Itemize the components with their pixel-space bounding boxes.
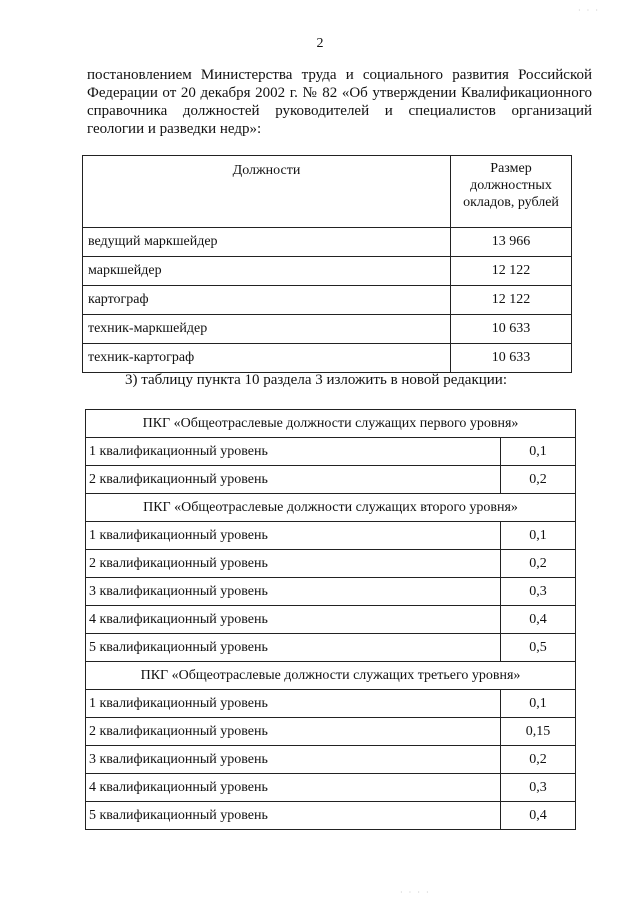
level-value: 0,1 bbox=[501, 438, 576, 466]
level-value: 0,2 bbox=[501, 746, 576, 774]
pkg-group-header bbox=[86, 662, 576, 690]
salary-table-header bbox=[83, 156, 572, 228]
table-row bbox=[83, 228, 572, 257]
level-label: 3 квалификационный уровень bbox=[86, 746, 501, 774]
table-row bbox=[86, 522, 576, 550]
pkg-group-title: ПКГ «Общеотраслевые должности служащих второго уровня» bbox=[86, 494, 576, 522]
intro-paragraph bbox=[87, 66, 592, 138]
header-salary-line: Размер bbox=[490, 161, 532, 176]
level-value: 0,2 bbox=[501, 466, 576, 494]
level-label: 4 квалификационный уровень bbox=[86, 774, 501, 802]
scan-artifact: · · · bbox=[578, 6, 600, 15]
level-value: 0,4 bbox=[501, 606, 576, 634]
table-row bbox=[83, 257, 572, 286]
table-row bbox=[86, 606, 576, 634]
table-row bbox=[86, 578, 576, 606]
intro-line: справочника должностей руководителей и специалистов организаций bbox=[87, 103, 592, 119]
level-value: 0,3 bbox=[501, 578, 576, 606]
level-label: 2 квалификационный уровень bbox=[86, 550, 501, 578]
level-label: 1 квалификационный уровень bbox=[86, 438, 501, 466]
level-value: 0,1 bbox=[501, 522, 576, 550]
header-salary bbox=[451, 156, 572, 228]
pkg-group-header bbox=[86, 410, 576, 438]
level-value: 0,5 bbox=[501, 634, 576, 662]
level-label: 4 квалификационный уровень bbox=[86, 606, 501, 634]
header-salary-line: должностных bbox=[470, 178, 552, 193]
intro-line: геологии и разведки недр»: bbox=[87, 121, 262, 137]
header-position: Должности bbox=[83, 156, 451, 228]
position-cell: техник-картограф bbox=[83, 344, 451, 373]
level-label: 1 квалификационный уровень bbox=[86, 522, 501, 550]
table-row bbox=[83, 315, 572, 344]
position-cell: техник-маркшейдер bbox=[83, 315, 451, 344]
level-value: 0,4 bbox=[501, 802, 576, 830]
level-value: 0,1 bbox=[501, 690, 576, 718]
table-row bbox=[86, 802, 576, 830]
level-label: 2 квалификационный уровень bbox=[86, 466, 501, 494]
level-label: 1 квалификационный уровень bbox=[86, 690, 501, 718]
level-label: 2 квалификационный уровень bbox=[86, 718, 501, 746]
intro-line: постановлением Министерства труда и социального развития Российской bbox=[87, 67, 592, 83]
pkg-group-header bbox=[86, 494, 576, 522]
level-value: 0,3 bbox=[501, 774, 576, 802]
table-row bbox=[86, 550, 576, 578]
level-value: 0,15 bbox=[501, 718, 576, 746]
table-row bbox=[86, 746, 576, 774]
pkg-group-title: ПКГ «Общеотраслевые должности служащих третьего уровня» bbox=[86, 662, 576, 690]
level-label: 3 квалификационный уровень bbox=[86, 578, 501, 606]
level-value: 0,2 bbox=[501, 550, 576, 578]
table-row bbox=[83, 344, 572, 373]
position-cell: ведущий маркшейдер bbox=[83, 228, 451, 257]
table-row bbox=[86, 774, 576, 802]
salary-cell: 10 633 bbox=[451, 344, 572, 373]
table-row bbox=[86, 634, 576, 662]
table-row bbox=[86, 690, 576, 718]
salary-cell: 12 122 bbox=[451, 257, 572, 286]
table-row bbox=[83, 286, 572, 315]
position-cell: картограф bbox=[83, 286, 451, 315]
table-row bbox=[86, 466, 576, 494]
table-row bbox=[86, 438, 576, 466]
salary-table bbox=[82, 155, 572, 373]
salary-cell: 10 633 bbox=[451, 315, 572, 344]
salary-cell: 12 122 bbox=[451, 286, 572, 315]
intro-line: Федерации от 20 декабря 2002 г. № 82 «Об утверждении Квалификационного bbox=[87, 85, 592, 101]
paragraph-3: 3) таблицу пункта 10 раздела 3 изложить в новой редакции: bbox=[125, 372, 507, 388]
table-row bbox=[86, 718, 576, 746]
position-cell: маркшейдер bbox=[83, 257, 451, 286]
level-label: 5 квалификационный уровень bbox=[86, 634, 501, 662]
salary-cell: 13 966 bbox=[451, 228, 572, 257]
level-label: 5 квалификационный уровень bbox=[86, 802, 501, 830]
pkg-group-title: ПКГ «Общеотраслевые должности служащих первого уровня» bbox=[86, 410, 576, 438]
header-salary-line: окладов, рублей bbox=[463, 195, 559, 210]
page-number: 2 bbox=[316, 36, 324, 51]
scan-artifact: · · · · bbox=[400, 888, 431, 897]
pkg-table bbox=[85, 409, 576, 830]
